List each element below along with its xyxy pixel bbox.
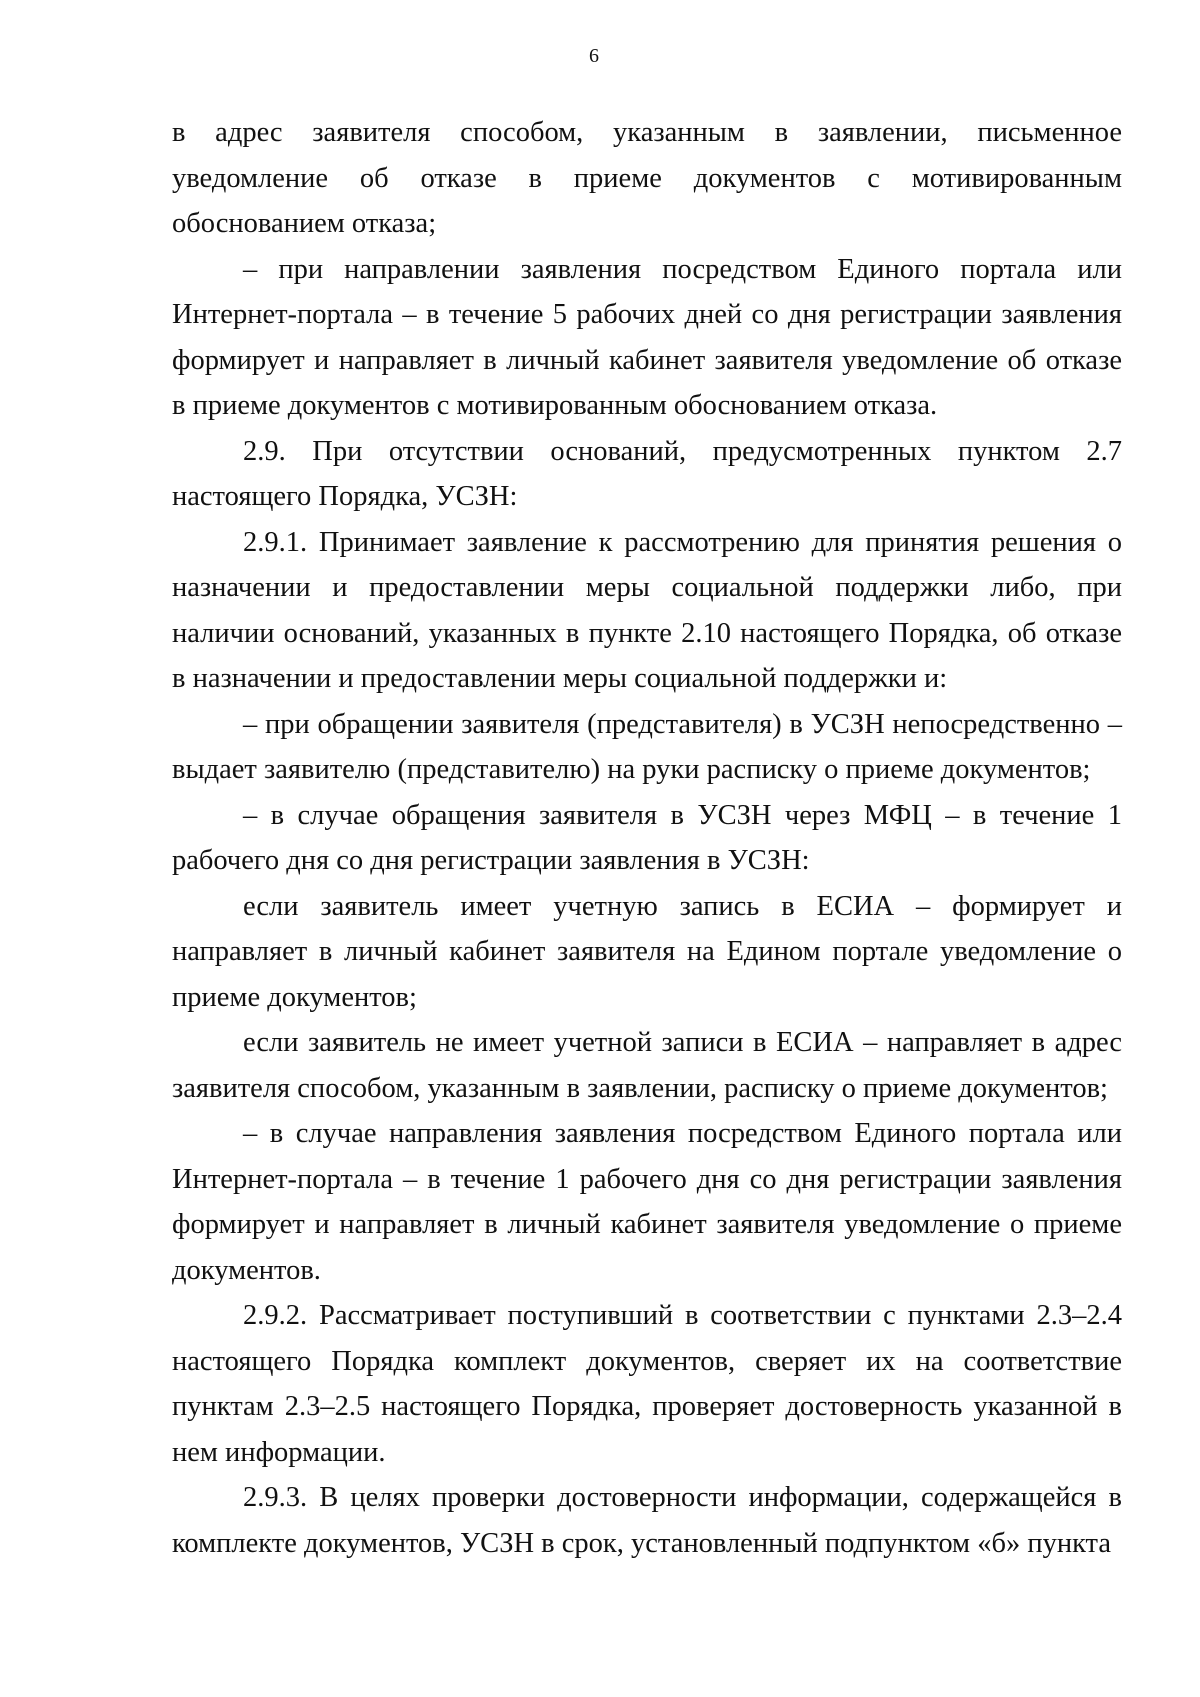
- paragraph: если заявитель имеет учетную запись в ЕСИА – формирует и направляет в личный кабинет заявителя на Едином портале уведомление о приеме документов;: [172, 890, 1122, 1013]
- paragraph-continuation: в адрес заявителя способом, указанным в заявлении, письменное уведомление об отказе в приеме документов с мотивированным обоснованием отказа;: [172, 117, 1122, 239]
- page-number: 6: [589, 45, 599, 67]
- paragraph: 2.9.3. В целях проверки достоверности информации, содержащейся в комплекте документов, УСЗН в срок, установленный подпунктом «б» пункта: [172, 1482, 1122, 1559]
- paragraph: 2.9. При отсутствии оснований, предусмотренных пунктом 2.7 настоящего Порядка, УСЗН:: [172, 435, 1122, 512]
- paragraph: 2.9.2. Рассматривает поступивший в соответствии с пунктами 2.3–2.4 настоящего Порядка комплект документов, сверяет их на соответствие пунктам 2.3–2.5 настоящего Порядка, проверяет достоверность указанной в нем информации.: [172, 1300, 1122, 1468]
- paragraph: 2.9.1. Принимает заявление к рассмотрению для принятия решения о назначении и предоставлении меры социальной поддержки либо, при наличии оснований, указанных в пункте 2.10 настоящего Порядка, об отказе в назначении и предоставлении меры социальной поддержки и:: [172, 526, 1122, 694]
- paragraph: – при направлении заявления посредством Единого портала или Интернет-портала – в течение 5 рабочих дней со дня регистрации заявления формирует и направляет в личный кабинет заявителя уведомление об отказе в приеме документов с мотивированным обоснованием отказа.: [172, 253, 1122, 421]
- document-body: [172, 110, 1122, 1566]
- paragraph: если заявитель не имеет учетной записи в ЕСИА – направляет в адрес заявителя способом, указанным в заявлении, расписку о приеме документов;: [172, 1027, 1122, 1104]
- paragraph: – при обращении заявителя (представителя) в УСЗН непосредственно – выдает заявителю (представителю) на руки расписку о приеме документов;: [172, 708, 1122, 785]
- paragraph: – в случае обращения заявителя в УСЗН через МФЦ – в течение 1 рабочего дня со дня регистрации заявления в УСЗН:: [172, 799, 1122, 876]
- paragraph: – в случае направления заявления посредством Единого портала или Интернет-портала – в течение 1 рабочего дня со дня регистрации заявления формирует и направляет в личный кабинет заявителя уведомление о приеме документов.: [172, 1118, 1122, 1286]
